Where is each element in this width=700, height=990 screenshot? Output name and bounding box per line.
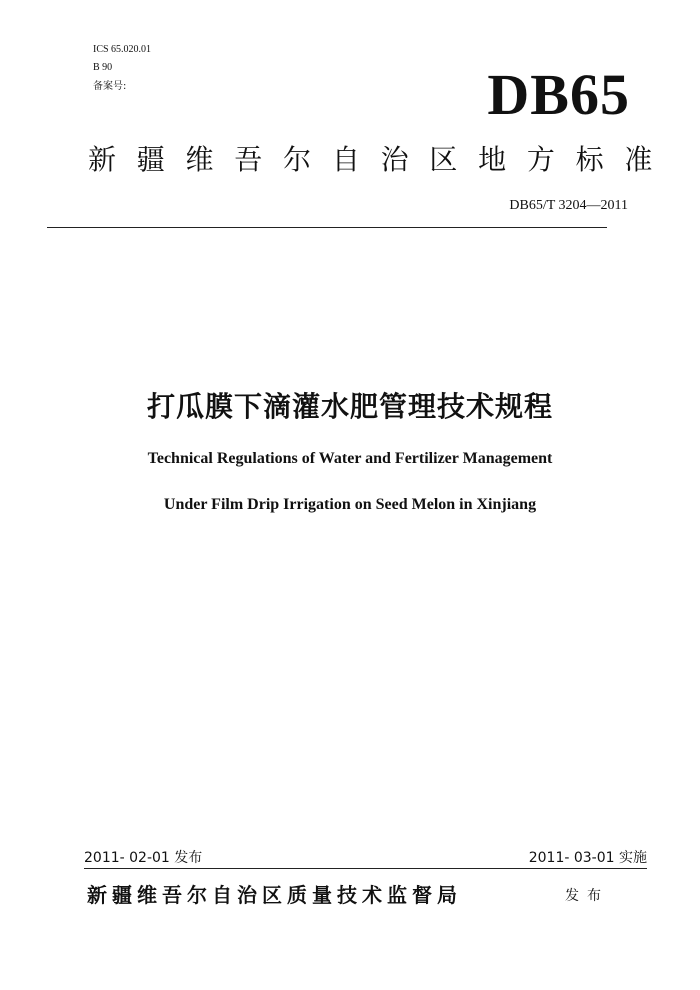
standard-number: DB65/T 3204—2011 [509, 198, 628, 213]
standard-type-char: 准 [624, 143, 653, 176]
standard-type-char: 维 [185, 143, 215, 176]
document-title-en-line2: Under Film Drip Irrigation on Seed Melon in Xinjiang [163, 496, 537, 513]
standard-type-char: 自 [331, 143, 361, 176]
standard-type-char: 吾 [234, 143, 263, 176]
header-divider [47, 227, 607, 228]
document-title-en-line1: Technical Regulations of Water and Fertilizer Management [147, 450, 553, 467]
issuing-authority-suffix: 发布 [565, 888, 609, 904]
standard-type [88, 140, 653, 180]
standard-logo: DB65 [487, 62, 630, 127]
footer-divider [84, 868, 647, 869]
document-title-zh: 打瓜膜下滴灌水肥管理技术规程 [146, 390, 553, 423]
standard-type-char: 尔 [283, 143, 312, 176]
standard-type-char: 标 [575, 143, 605, 176]
classification-code: B 90 [93, 62, 113, 73]
standard-type-char: 方 [526, 143, 556, 176]
standard-type-char: 地 [478, 143, 507, 176]
ics-code: ICS 65.020.01 [93, 44, 152, 55]
record-number-label: 备案号: [93, 81, 127, 92]
publish-date: 2011- 02-01 发布 [84, 850, 203, 866]
standard-type-char: 治 [380, 143, 410, 176]
standard-type-char: 疆 [136, 143, 166, 176]
issuing-authority: 新疆维吾尔自治区质量技术监督局 [87, 883, 462, 907]
implement-date: 2011- 03-01 实施 [528, 850, 647, 866]
standard-type-char: 区 [429, 143, 458, 176]
standard-type-char: 新 [88, 143, 117, 176]
